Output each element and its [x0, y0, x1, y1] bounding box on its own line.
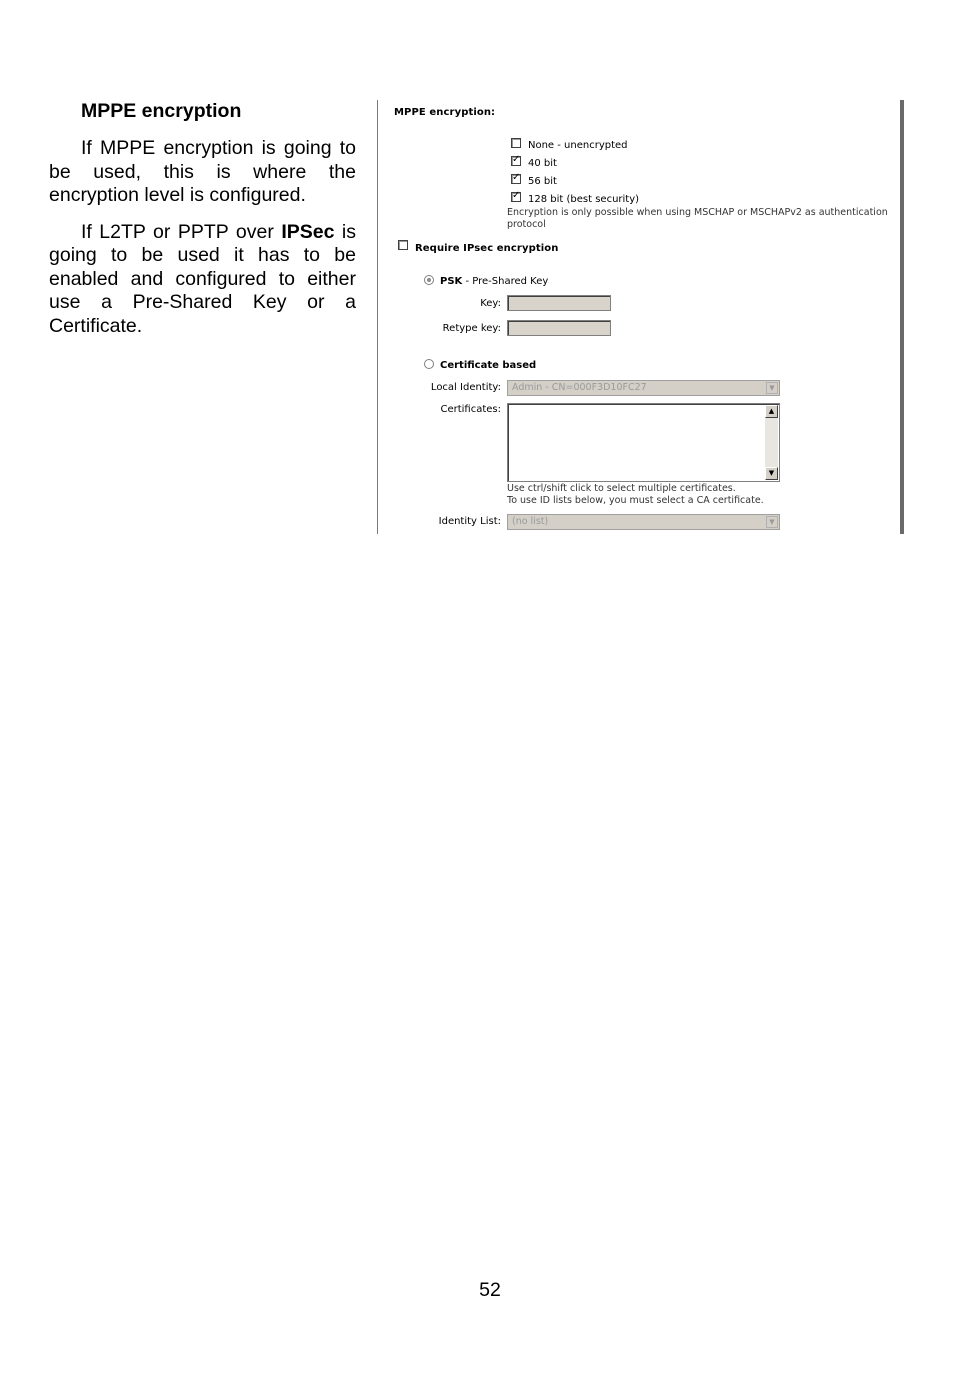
- paragraph-ipsec-post: is going to be used it has to be enabled and configured to either use a Pre-Shared Key or a Certificate.: [49, 220, 357, 337]
- psk-label-bold: PSK: [440, 276, 463, 287]
- paragraph-ipsec-pre: If L2TP or PPTP over: [81, 220, 282, 243]
- paragraph-mppe: If MPPE encryption is going to be used, this is where the encryption level is configured.: [49, 137, 356, 206]
- local-identity-value: Admin - CN=000F3D10FC27: [512, 382, 647, 393]
- chevron-down-icon: ▼: [766, 382, 778, 394]
- identity-list-label: Identity List:: [438, 516, 501, 527]
- radio-certificate[interactable]: [424, 359, 434, 369]
- psk-label: [440, 276, 548, 287]
- option-label-none: None - unencrypted: [528, 140, 628, 151]
- key-label: Key:: [480, 298, 501, 309]
- checkbox-none-unencrypted[interactable]: [511, 138, 521, 148]
- page-number: 52: [479, 1279, 501, 1301]
- check-mark-icon: ✓: [512, 190, 521, 201]
- scroll-up-icon[interactable]: ▲: [765, 405, 778, 418]
- checkbox-56-bit[interactable]: [511, 174, 521, 184]
- cert-note-line2: To use ID lists below, you must select a CA certificate.: [507, 495, 764, 506]
- identity-list-select[interactable]: [507, 514, 780, 530]
- radio-dot-icon: [427, 278, 431, 282]
- section-heading: MPPE encryption: [81, 100, 242, 122]
- psk-label-rest: - Pre-Shared Key: [462, 276, 549, 287]
- local-identity-select[interactable]: [507, 380, 780, 396]
- checkbox-40-bit[interactable]: [511, 156, 521, 166]
- checkbox-require-ipsec[interactable]: [398, 240, 408, 250]
- mppe-note-line1: Encryption is only possible when using MSCHAP or MSCHAPv2 as authentication: [507, 207, 888, 218]
- chevron-down-icon: ▼: [766, 516, 778, 528]
- retype-key-input[interactable]: [507, 320, 611, 336]
- check-mark-icon: ✓: [512, 172, 521, 183]
- option-label-40-bit: 40 bit: [528, 158, 557, 169]
- key-input[interactable]: [507, 295, 611, 311]
- paragraph-ipsec-bold: IPSec: [281, 220, 335, 243]
- option-label-56-bit: 56 bit: [528, 176, 557, 187]
- certificates-listbox[interactable]: [507, 403, 780, 482]
- check-mark-icon: ✓: [512, 154, 521, 165]
- option-label-128-bit: 128 bit (best security): [528, 194, 640, 205]
- document-text-column: [49, 98, 356, 351]
- scroll-down-icon[interactable]: ▼: [765, 467, 778, 480]
- mppe-note-line2: protocol: [507, 219, 546, 230]
- paragraph-ipsec: [49, 221, 356, 339]
- cert-note-line1: Use ctrl/shift click to select multiple certificates.: [507, 483, 736, 494]
- scrollbar-track[interactable]: [765, 418, 778, 468]
- certificates-label: Certificates:: [440, 404, 501, 415]
- radio-psk[interactable]: [424, 275, 434, 285]
- certificate-based-label: Certificate based: [440, 360, 537, 371]
- checkbox-128-bit[interactable]: [511, 192, 521, 202]
- local-identity-label: Local Identity:: [430, 382, 501, 393]
- mppe-section-title: MPPE encryption:: [394, 107, 496, 118]
- ipsec-label: Require IPsec encryption: [415, 243, 559, 254]
- retype-key-label: Retype key:: [442, 323, 501, 334]
- mppe-settings-panel: [377, 100, 904, 534]
- identity-list-value: (no list): [512, 516, 549, 527]
